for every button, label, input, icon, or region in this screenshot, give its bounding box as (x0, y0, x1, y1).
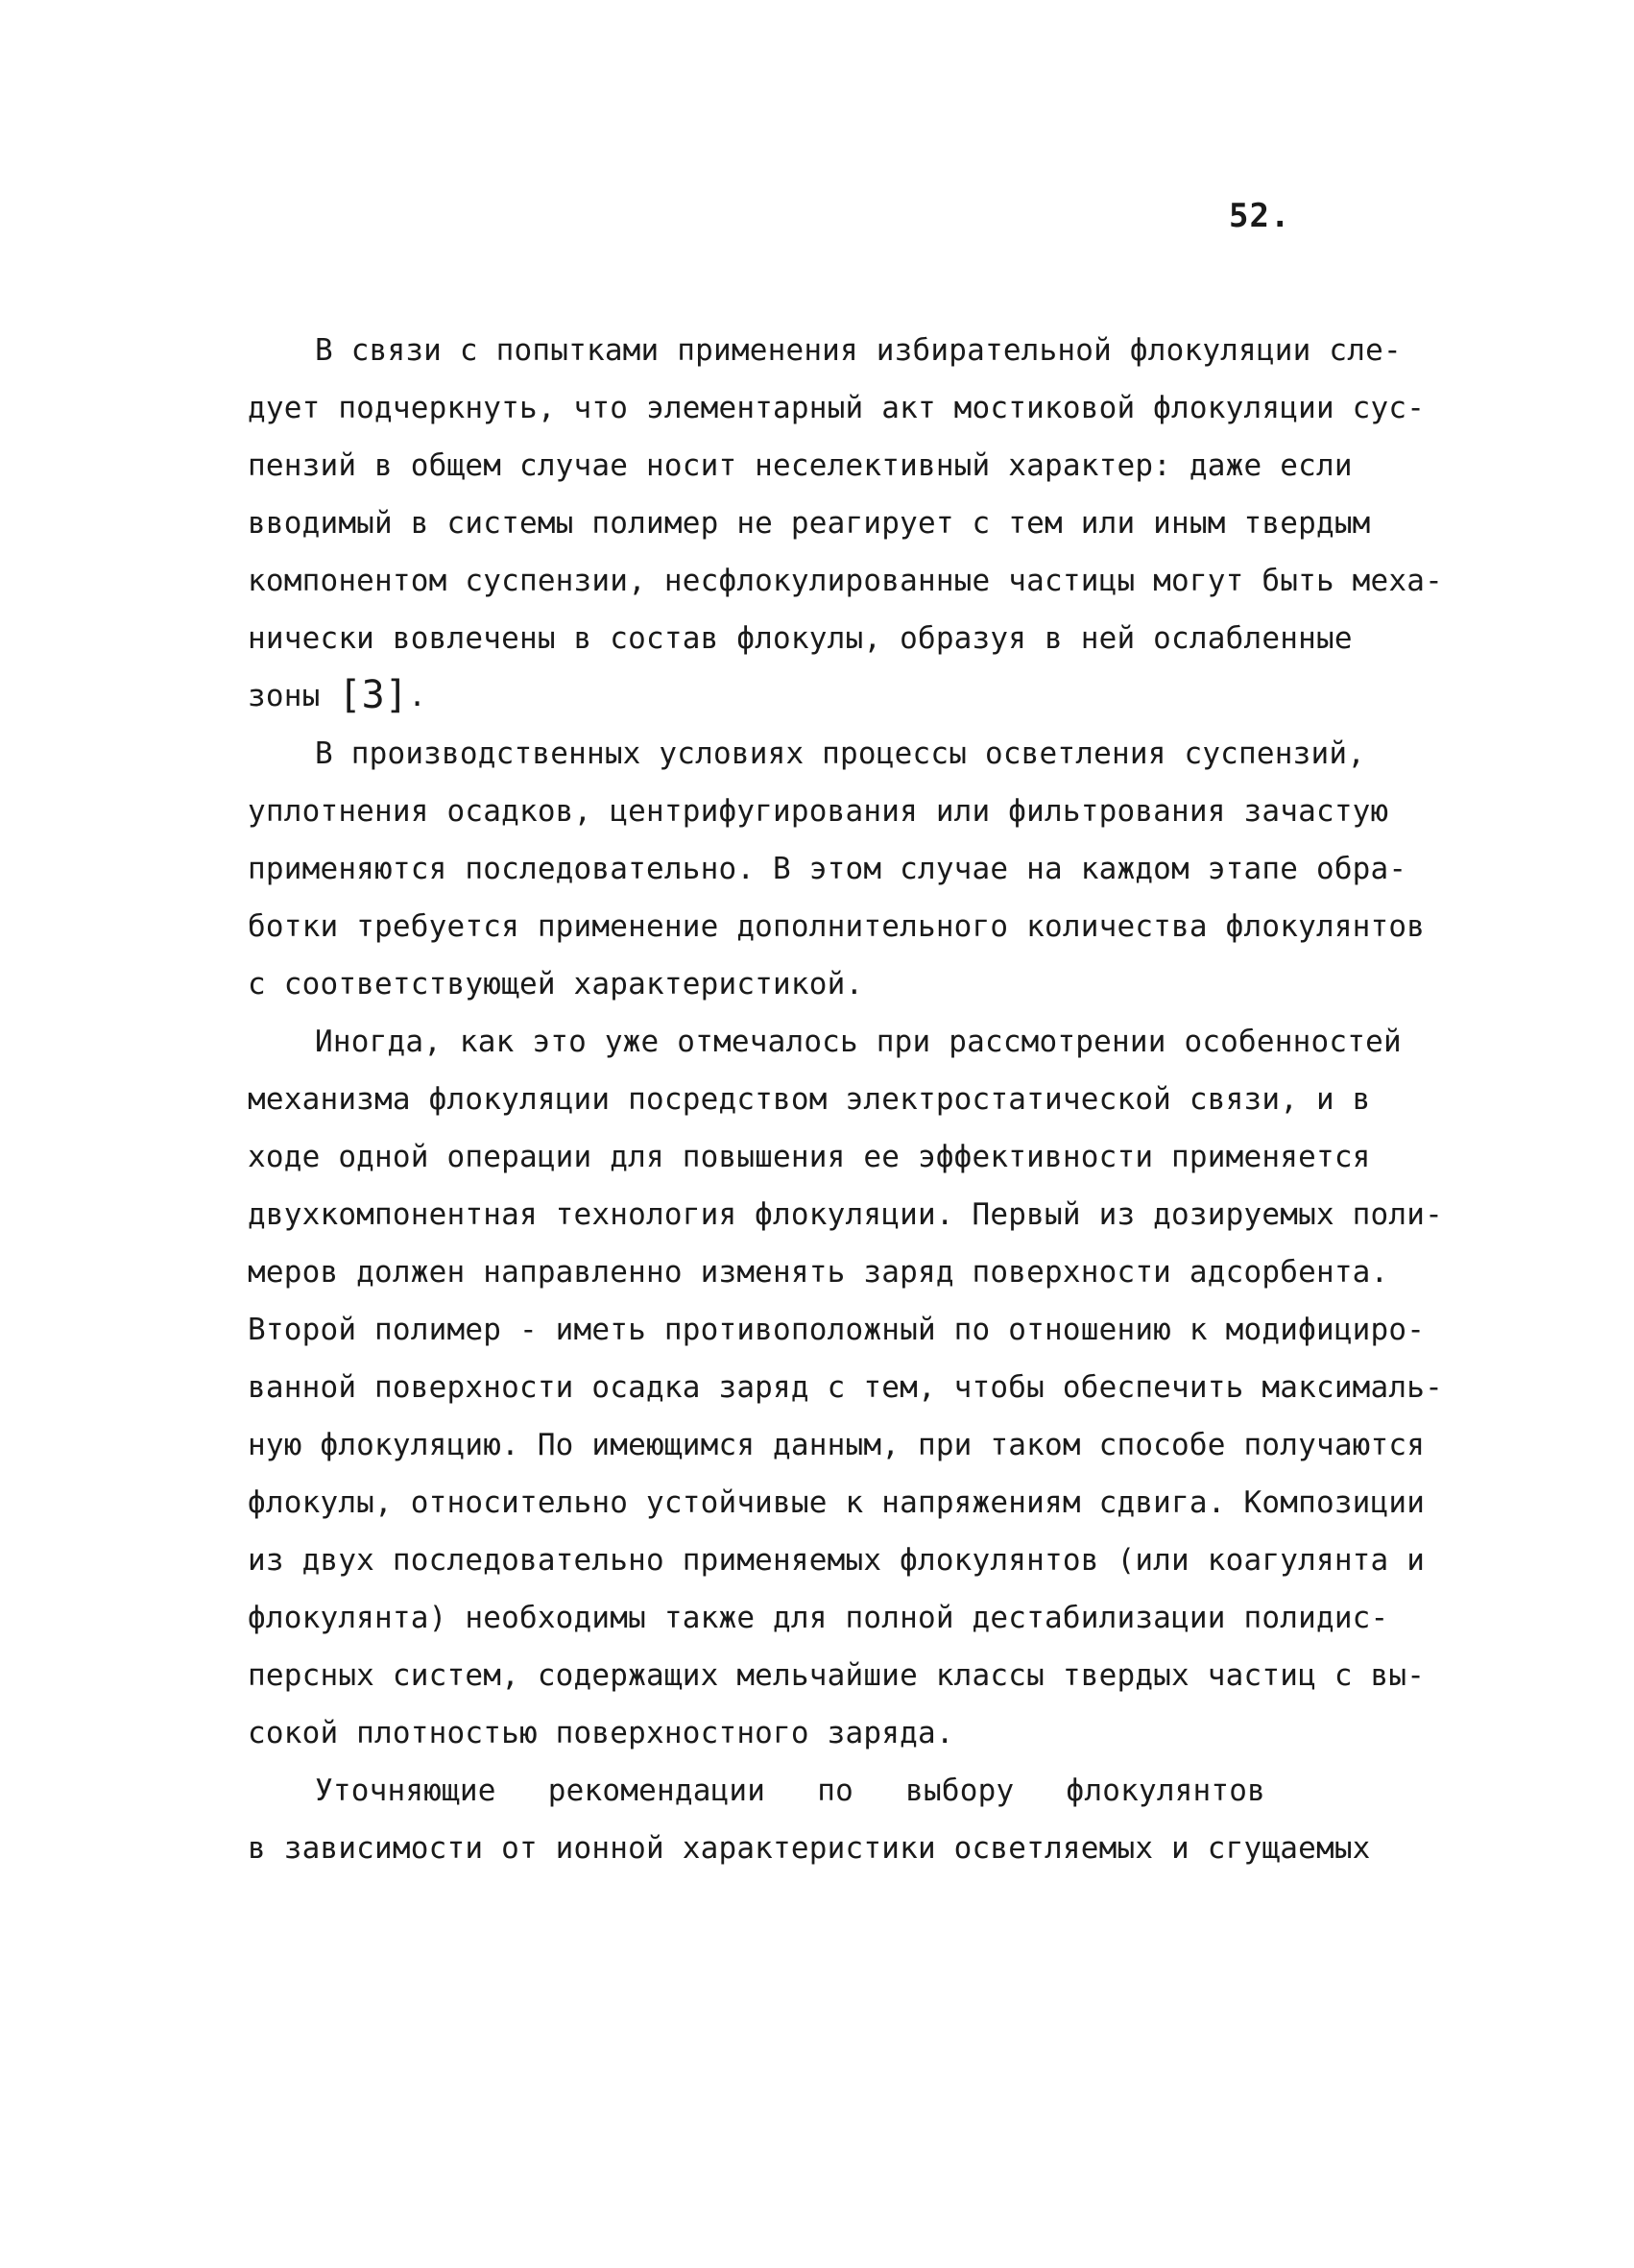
text-line: В связи с попытками применения избирательной флокуляции сле- (315, 333, 1402, 368)
text-fragment: зоны (248, 679, 321, 713)
word: флокулянтов (1066, 1773, 1265, 1808)
paragraph-2 (248, 725, 1426, 1013)
paragraph-4 (248, 1762, 1409, 1877)
word: выбору (905, 1773, 1015, 1808)
text-line: пензий в общем случае носит неселективный характер: даже если (248, 448, 1353, 483)
text-line: в зависимости от ионной характеристики осветляемых и сгущаемых (248, 1831, 1371, 1866)
text-line: меров должен направленно изменять заряд поверхности адсорбента. (248, 1255, 1389, 1290)
text-line (248, 667, 1409, 725)
text-line: Второй полимер - иметь противоположный по отношению к модифициро- (248, 1313, 1426, 1347)
text-line: вводимый в системы полимер не реагирует с тем или иным твердым (248, 506, 1371, 541)
text-line: сокой плотностью поверхностного заряда. (248, 1716, 954, 1750)
text-line: дует подчеркнуть, что элементарный акт мостиковой флокуляции сус- (248, 391, 1426, 425)
text-line: нически вовлечены в состав флокулы, образуя в ней ослабленные (248, 621, 1353, 656)
text-line: ную флокуляцию. По имеющимся данным, при таком способе получаются (248, 1428, 1426, 1462)
word: по (817, 1773, 854, 1808)
citation-reference: [3] (338, 673, 409, 717)
paragraph-1 (248, 322, 1443, 725)
text-line: ходе одной операции для повышения ее эффективности применяется (248, 1140, 1371, 1174)
text-line: флокулы, относительно устойчивые к напряжениям сдвига. Композиции (248, 1485, 1426, 1520)
text-line: персных систем, содержащих мельчайшие классы твердых частиц с вы- (248, 1658, 1426, 1693)
text-line: компонентом суспензии, несфлокулированные частицы могут быть меха- (248, 564, 1443, 598)
text-line: ботки требуется применение дополнительного количества флокулянтов (248, 909, 1426, 944)
text-line: из двух последовательно применяемых флокулянтов (или коагулянта и (248, 1543, 1426, 1578)
word: рекомендации (547, 1773, 766, 1808)
text-line: уплотнения осадков, центрифугирования или фильтрования зачастую (248, 794, 1389, 829)
word: Уточняющие (315, 1773, 496, 1808)
page-number: 52. (1229, 197, 1291, 235)
text-line: В производственных условиях процессы осветления суспензий, (315, 736, 1366, 771)
text-line: Иногда, как это уже отмечалось при рассмотрении особенностей (315, 1025, 1402, 1059)
text-fragment: . (408, 679, 427, 713)
paragraph-3 (248, 1013, 1443, 1762)
spaced-word-line (315, 1762, 1265, 1820)
text-line: двухкомпонентная технология флокуляции. Первый из дозируемых поли- (248, 1197, 1443, 1232)
text-line (248, 1762, 1409, 1820)
text-line: механизма флокуляции посредством электростатической связи, и в (248, 1082, 1371, 1117)
text-line: ванной поверхности осадка заряд с тем, чтобы обеспечить максималь- (248, 1370, 1443, 1405)
body-text (248, 322, 1443, 1877)
text-line: применяются последовательно. В этом случае на каждом этапе обра- (248, 852, 1407, 886)
text-line: с соответствующей характеристикой. (248, 967, 864, 1001)
text-line: флокулянта) необходимы также для полной дестабилизации полидис- (248, 1601, 1389, 1635)
